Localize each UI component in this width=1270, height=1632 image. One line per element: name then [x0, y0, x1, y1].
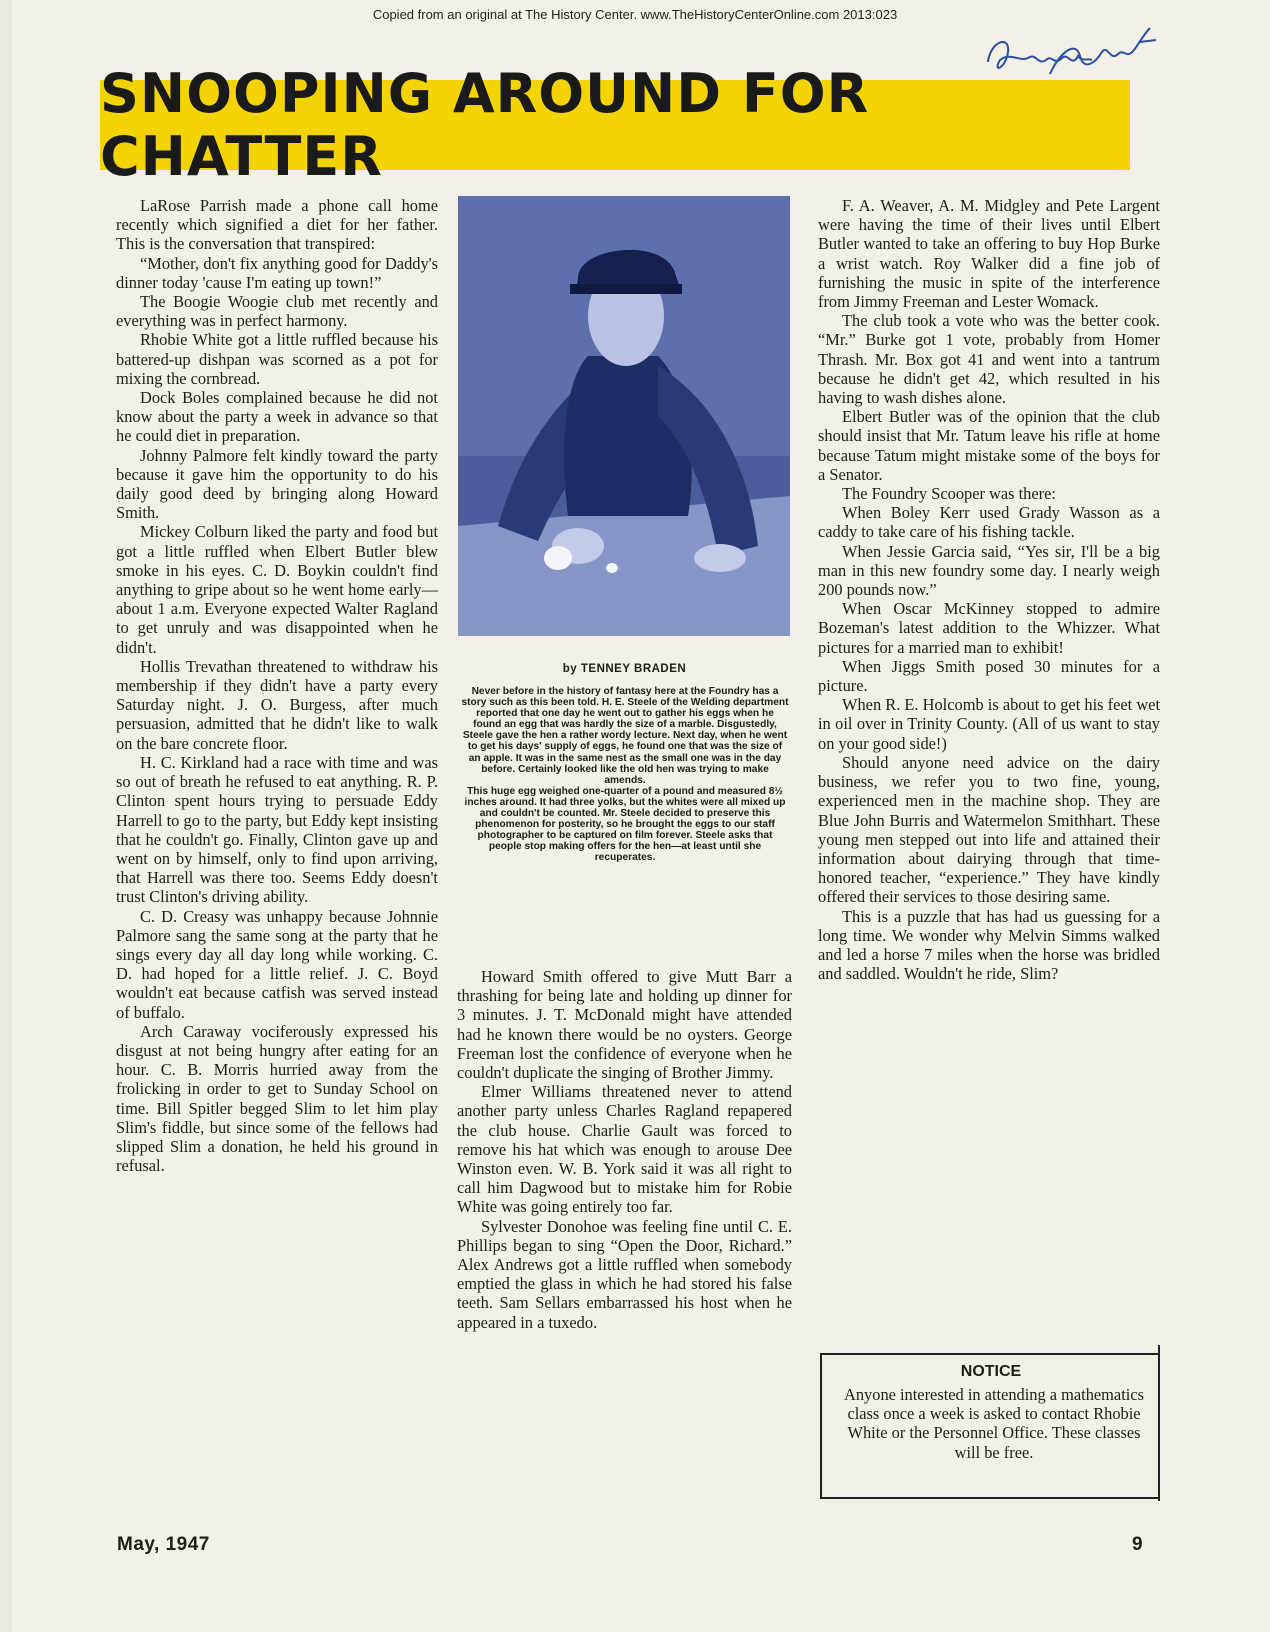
paragraph: When Jiggs Smith posed 30 minutes for a picture.	[818, 656, 1160, 696]
photo-man-with-eggs	[458, 196, 790, 636]
paragraph: Mickey Colburn liked the party and food but got a little ruffled when Elbert Butler blew smoke in his eyes. C. D. Boykin couldn't find anything to gripe about so he went home early—about 1 a.m. Everyone expected Walter Ragland to get unruly and was disappointed when he didn't.	[116, 522, 438, 657]
caption-paragraph: Never before in the history of fantasy here at the Foundry has a story such as this been told. H. E. Steele of the Welding department reported that one day he went out to gather his eggs when he found an egg that was hardly the size of a marble. Disgustedly, Steele gave the hen a rather wordy lecture. Next day, when he went to get his days' supply of eggs, he found one that was the size of an apple. It was in the same nest as the small one was in the day before. Certainly looked like the old hen was trying to make amends.	[461, 686, 789, 786]
paragraph: H. C. Kirkland had a race with time and was so out of breath he refused to eat anything. R. P. Clinton spent hours trying to persuade Eddy Harrell to go to the party, but Eddy kept insisting that he couldn't go. Finally, Clinton gave up and went on by himself, only to find upon arriving, that Harrell was there too. Seems Eddy doesn't trust Clinton's driving ability.	[116, 752, 438, 907]
title-banner	[100, 62, 1130, 188]
paragraph: When Boley Kerr used Grady Wasson as a caddy to take care of his fishing tackle.	[818, 503, 1160, 542]
notice-body: Anyone interested in attending a mathematics class once a week is asked to contact Rhobie White or the Personnel Office. These classes will be free.	[844, 1385, 1144, 1462]
paragraph: When Jessie Garcia said, “Yes sir, I'll be a big man in this new foundry some day. I nearly weigh 200 pounds now.”	[818, 541, 1160, 600]
issue-date: May, 1947	[117, 1534, 210, 1555]
paragraph: C. D. Creasy was unhappy because Johnnie Palmore sang the same song at the party that he sings every day all day long while working. C. D. had hoped for a little relief. J. C. Boyd wouldn't eat because catfish was served instead of buffalo.	[116, 906, 438, 1022]
right-column	[818, 196, 1160, 983]
paragraph: Sylvester Donohoe was feeling fine until C. E. Phillips began to sing “Open the Door, Richard.” Alex Andrews got a little ruffled when somebody emptied the glass in which he had stored his false teeth. Sam Sellars embarrassed his host when he appeared in a tuxedo.	[457, 1216, 792, 1332]
paragraph: When Oscar McKinney stopped to admire Bozeman's latest addition to the Whizzer. What pictures for a married man to exhibit!	[818, 599, 1160, 657]
paragraph: When R. E. Holcomb is about to get his feet wet in oil over in Trinity County. (All of us want to stay on your good side!)	[818, 695, 1160, 753]
paragraph: Elbert Butler was of the opinion that the club should insist that Mr. Tatum leave his rifle at home because Tatum might mistake some of the boys for a Senator.	[818, 407, 1160, 484]
paragraph: Rhobie White got a little ruffled because his battered-up dishpan was scorned as a pot for mixing the cornbread.	[116, 330, 438, 388]
page-number: 9	[1132, 1534, 1143, 1555]
caption-paragraph: This huge egg weighed one-quarter of a pound and measured 8½ inches around. It had three yolks, but the whites were all mixed up and couldn't be counted. Mr. Steele decided to preserve this phenomenon for posterity, so he brought the eggs to our staff photographer to be captured on film forever. Steele asks that people stop making offers for the hen—at least until she recuperates.	[464, 785, 786, 864]
left-column	[116, 196, 438, 1175]
paragraph: Dock Boles complained because he did not know about the party a week in advance so that he could diet in preparation.	[116, 388, 438, 446]
page-title: SNOOPING AROUND FOR CHATTER	[100, 62, 870, 188]
paragraph: Elmer Williams threatened never to attend another party unless Charles Ragland repapered the club house. Charlie Gault was forced to remove his hat which was enough to arouse Dee Winston even. W. B. York said it was all right to call him Dagwood but to mistake him for Robie White was going entirely too far.	[457, 1082, 792, 1217]
paragraph: Arch Caraway vociferously expressed his disgust at not being hungry after eating for an hour. C. B. Morris hurried away from the frolicking in order to get to Sunday School on time. Bill Spitler begged Slim to let him play Slim's fiddle, but since some of the fellows had slipped Slim a donation, he held his ground in refusal.	[116, 1021, 438, 1176]
paragraph: LaRose Parrish made a phone call home recently which signified a diet for her father. This is the conversation that transpired:	[116, 196, 438, 254]
notice-box	[820, 1353, 1160, 1499]
paragraph: F. A. Weaver, A. M. Midgley and Pete Largent were having the time of their lives until Elbert Butler wanted to take an offering to buy Hop Burke a wrist watch. Roy Walker did a fine job of furnishing the music in spite of the interference from Jimmy Freeman and Lester Womack.	[818, 196, 1160, 312]
byline: by TENNEY BRADEN	[562, 663, 687, 675]
paragraph: “Mother, don't fix anything good for Daddy's dinner today 'cause I'm eating up town!”	[116, 253, 438, 292]
paragraph: This is a puzzle that has had us guessing for a long time. We wonder why Melvin Simms walked and led a horse 7 miles when the horse was bridled and saddled. Wouldn't he ride, Slim?	[818, 906, 1160, 984]
paragraph: The club took a vote who was the better cook. “Mr.” Burke got 1 vote, probably from Homer Thrash. Mr. Box got 41 and went into a tantrum because he didn't get 42, which resulted in his having to wash dishes alone.	[818, 311, 1160, 408]
archive-copy-note: Copied from an original at The History Center. www.TheHistoryCenterOnline.com 2013:023	[372, 7, 898, 22]
paragraph: Johnny Palmore felt kindly toward the party because it gave him the opportunity to do his daily good deed by bringing along Howard Smith.	[116, 445, 438, 523]
notice-border-right	[1158, 1345, 1160, 1501]
paragraph: Hollis Trevathan threatened to withdraw his membership if they didn't have a party every Saturday night. J. O. Burgess, after much persuasion, admitted that he didn't like to walk on the bare concrete floor.	[116, 656, 438, 753]
paragraph: Howard Smith offered to give Mutt Barr a thrashing for being late and holding up dinner for 3 minutes. J. T. McDonald might have attended had he known there would be no oysters. George Freeman lost the confidence of everyone when he couldn't duplicate the singing of Brother Jimmy.	[457, 967, 792, 1083]
paragraph: The Boogie Woogie club met recently and everything was in perfect harmony.	[116, 292, 438, 331]
notice-title: NOTICE	[960, 1363, 1022, 1380]
photo-caption	[461, 686, 789, 864]
middle-column	[457, 967, 792, 1332]
paragraph: The Foundry Scooper was there:	[842, 484, 1056, 504]
paragraph: Should anyone need advice on the dairy business, we refer you to two fine, young, experienced men in the machine shop. They are Blue John Burris and Watermelon Smithhart. These young men stepped out into life and attained their information about dairying through that time-honored teacher, “experience.” They have kindly offered their services to those desiring same.	[818, 752, 1160, 907]
